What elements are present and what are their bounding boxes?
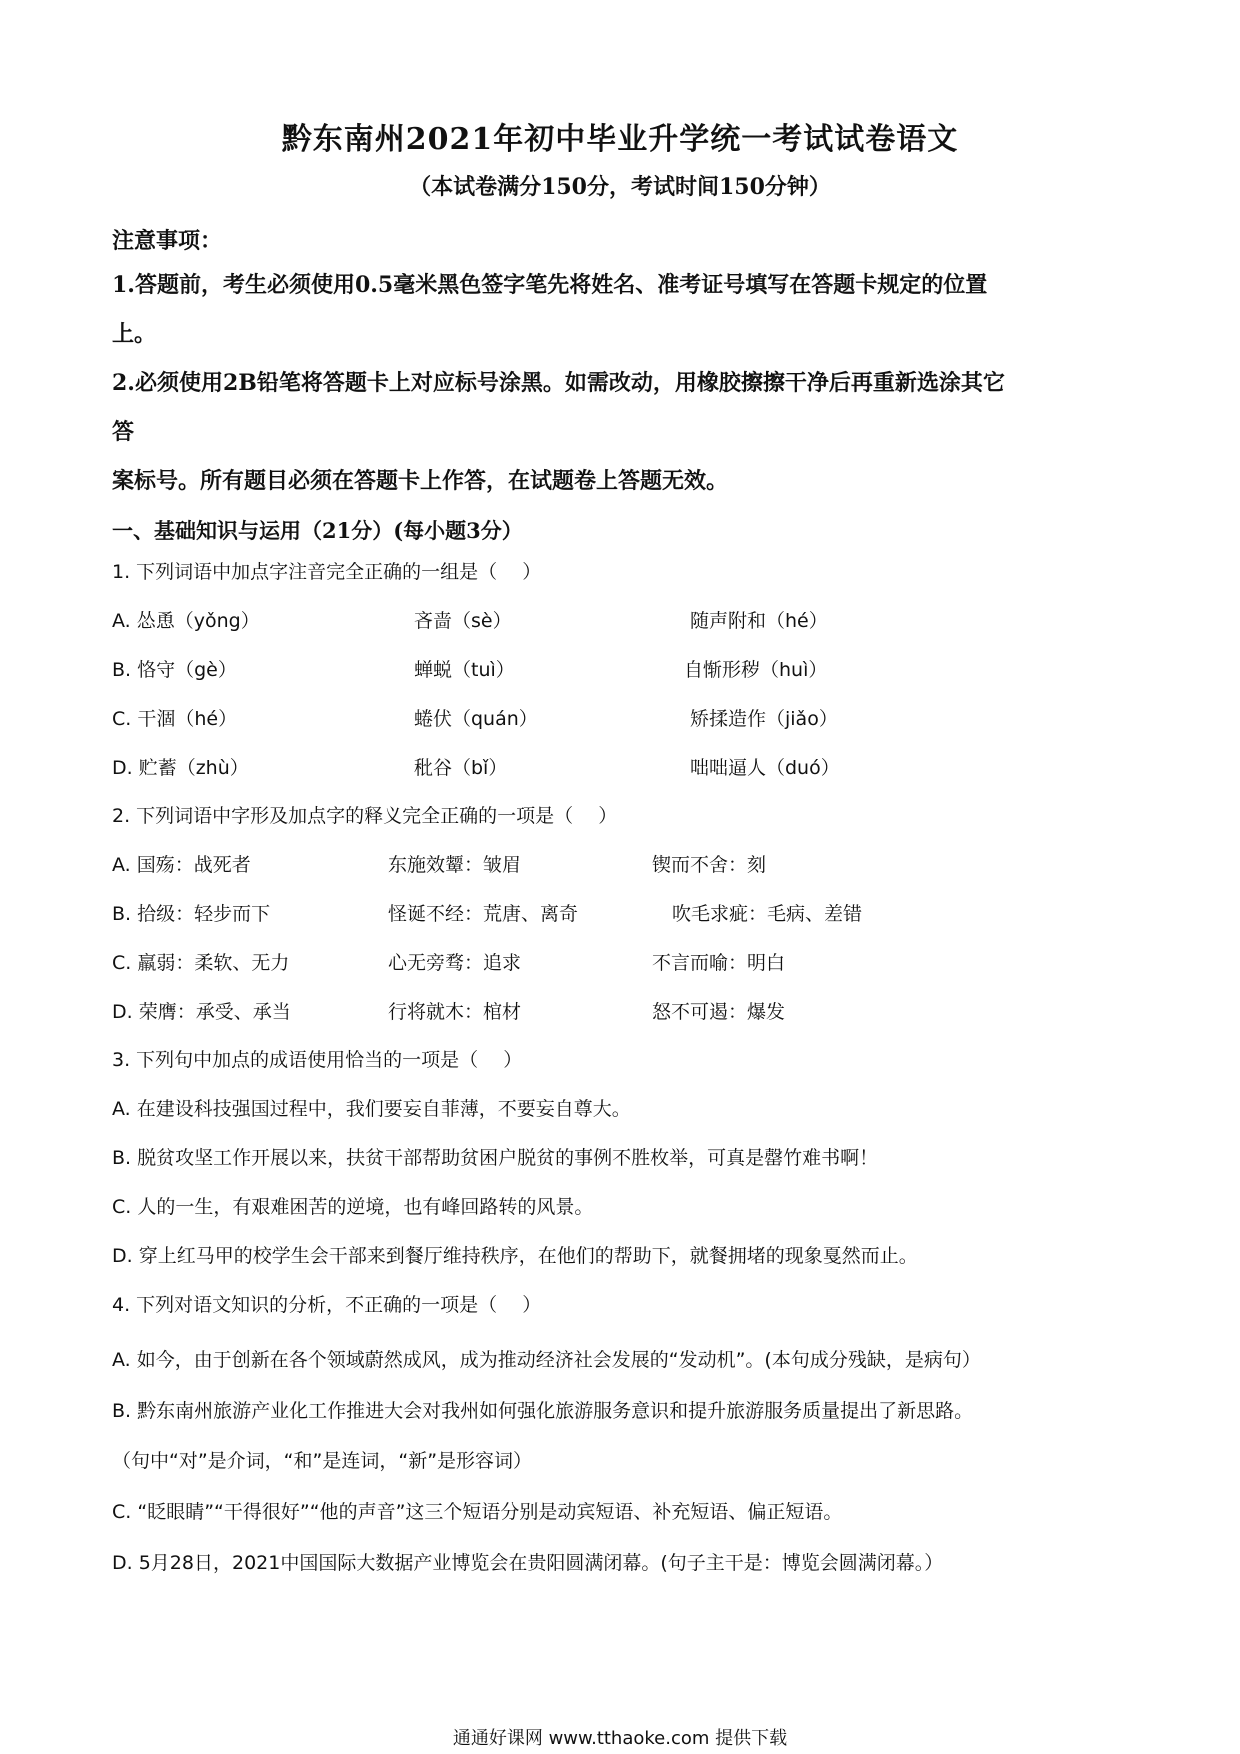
q4-option-c: C. “眨眼睛”“干得很好”“他的声音”这三个短语分别是动宾短语、补充短语、偏正短语。 — [112, 1501, 843, 1523]
q2-option-d-1: D. 荣膺：承受、承当 — [112, 1001, 291, 1023]
q1-option-c-2: 蜷伏（quán） — [414, 708, 538, 730]
question-4-stem: 4. 下列对语文知识的分析，不正确的一项是（ ） — [112, 1294, 542, 1316]
q1-option-d-3: 咄咄逼人（duó） — [690, 757, 840, 779]
notice-item-1: 1.答题前，考生必须使用0.5毫米黑色签字笔先将姓名、准考证号填写在答题卡规定的位置 — [112, 272, 988, 298]
q3-option-a: A. 在建设科技强国过程中，我们要妄自菲薄，不要妄自尊大。 — [112, 1098, 631, 1120]
q4-option-b: B. 黔东南州旅游产业化工作推进大会对我州如何强化旅游服务意识和提升旅游服务质量提出了新思路。 — [112, 1400, 974, 1422]
q3-option-d: D. 穿上红马甲的校学生会干部来到餐厅维持秩序，在他们的帮助下，就餐拥堵的现象戛然而止。 — [112, 1245, 918, 1267]
q1-option-b-2: 蝉蜕（tuì） — [414, 659, 515, 681]
q2-option-a-1: A. 国殇：战死者 — [112, 854, 251, 876]
q2-option-d-3: 怒不可遏：爆发 — [652, 1001, 786, 1023]
notice-item-1-cont: 上。 — [112, 321, 157, 347]
q4-option-d: D. 5月28日，2021中国国际大数据产业博览会在贵阳圆满闭幕。(句子主干是：博览会圆满闭幕。） — [112, 1552, 944, 1574]
notice-item-2-cont2: 案标号。所有题目必须在答题卡上作答，在试题卷上答题无效。 — [112, 468, 729, 494]
q1-option-a-2: 吝啬（sè） — [414, 610, 512, 632]
q1-option-b-3: 自惭形秽（huì） — [684, 659, 828, 681]
q2-option-c-1: C. 羸弱：柔软、无力 — [112, 952, 290, 974]
q1-option-a-1: A. 怂恿（yǒng） — [112, 610, 260, 632]
footer-source: 通通好课网 www.tthaoke.com 提供下载 — [452, 1728, 788, 1749]
q3-option-b: B. 脱贫攻坚工作开展以来，扶贫干部帮助贫困户脱贫的事例不胜枚举，可真是罄竹难书啊！ — [112, 1147, 879, 1169]
q3-option-c: C. 人的一生，有艰难困苦的逆境，也有峰回路转的风景。 — [112, 1196, 594, 1218]
q1-option-a-3: 随声附和（hé） — [690, 610, 828, 632]
q2-option-b-2: 怪诞不经：荒唐、离奇 — [388, 903, 579, 925]
q2-option-d-2: 行将就木：棺材 — [388, 1001, 522, 1023]
q2-option-a-3: 锲而不舍：刻 — [652, 854, 767, 876]
section-heading: 一、基础知识与运用（21分）(每小题3分） — [112, 518, 523, 543]
q4-option-b-note: （句中“对”是介词，“和”是连词，“新”是形容词） — [112, 1450, 533, 1472]
q2-option-c-2: 心无旁骛：追求 — [388, 952, 522, 974]
page-title: 黔东南州2021年初中毕业升学统一考试试卷语文 — [281, 122, 959, 157]
question-3-stem: 3. 下列句中加点的成语使用恰当的一项是（ ） — [112, 1049, 523, 1071]
q2-option-b-3: 吹毛求疵：毛病、差错 — [672, 903, 863, 925]
question-1-stem: 1. 下列词语中加点字注音完全正确的一组是（ ） — [112, 561, 542, 583]
notice-heading: 注意事项： — [112, 228, 223, 254]
q2-option-a-2: 东施效颦：皱眉 — [388, 854, 522, 876]
q2-option-c-3: 不言而喻：明白 — [652, 952, 786, 974]
question-2-stem: 2. 下列词语中字形及加点字的释义完全正确的一项是（ ） — [112, 805, 618, 827]
q4-option-a: A. 如今，由于创新在各个领域蔚然成风，成为推动经济社会发展的“发动机”。(本句成分残缺，是病句） — [112, 1349, 981, 1371]
q1-option-d-2: 秕谷（bǐ） — [414, 757, 508, 779]
q1-option-c-3: 矫揉造作（jiǎo） — [690, 708, 838, 730]
notice-item-2: 2.必须使用2B铅笔将答题卡上对应标号涂黑。如需改动，用橡胶擦擦干净后再重新选涂其它 — [112, 370, 1005, 396]
q1-option-c-1: C. 干涸（hé） — [112, 708, 238, 730]
q1-option-b-1: B. 恪守（gè） — [112, 659, 237, 681]
notice-item-2-cont: 答 — [112, 419, 135, 445]
page-subtitle: （本试卷满分150分，考试时间150分钟） — [409, 174, 831, 200]
q2-option-b-1: B. 拾级：轻步而下 — [112, 903, 271, 925]
q1-option-d-1: D. 贮蓄（zhù） — [112, 757, 249, 779]
